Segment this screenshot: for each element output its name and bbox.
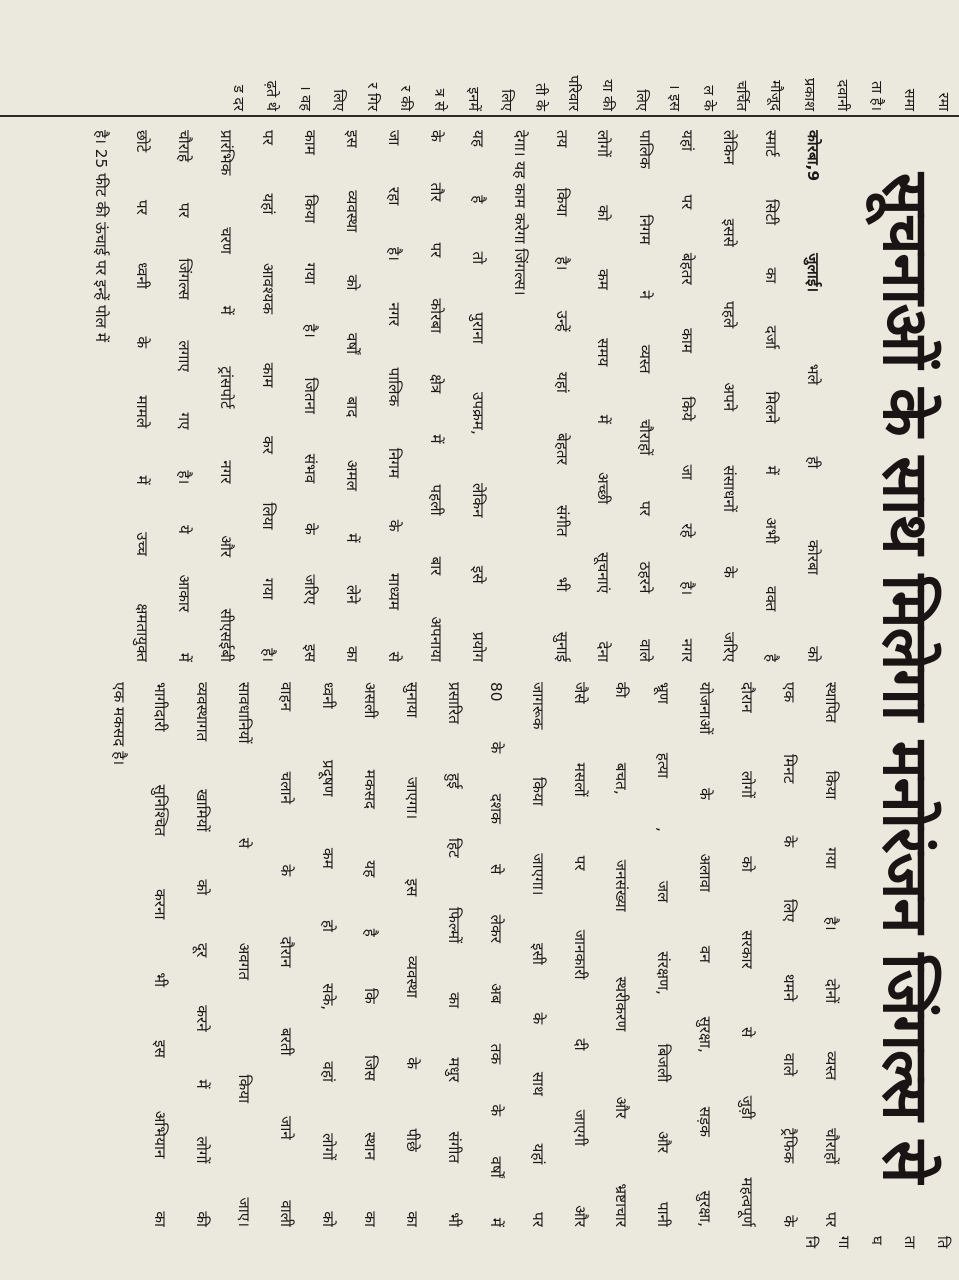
text-line: पर यहां आवश्यक काम कर लिया गया है।	[259, 130, 278, 662]
text-line: है। 25 फीट की ऊंचाई पर इन्हें पोल में	[91, 130, 110, 342]
text-line: देगा। यह काम करेगा जिंगल्स।	[510, 130, 529, 296]
text-line: स्मार्ट सिटी का दर्जा मिलने में अभी वक्त है	[762, 130, 781, 662]
strip-line: दवानी	[834, 79, 851, 111]
text-line: तय किया है। उन्हें यहां बेहतर संगीत भी सुनाई	[552, 130, 571, 662]
strip-line: रमा	[935, 92, 951, 111]
strip-line: ल के	[699, 85, 716, 111]
text-line: भागीदारी सुनिश्चित करना भी इस अभियान का	[151, 682, 170, 1227]
strip-line: समा	[901, 88, 918, 111]
text-line: छोटे पर ध्वनी के मामले में उच्च क्षमतायुक्त	[133, 130, 152, 662]
text-line: लेकिन इससे पहले अपने संसाधनों के जरिए	[720, 130, 739, 662]
text-line: काम किया गया है। जितना संभव के जरिए इस	[301, 130, 320, 662]
strip-line: । इस	[666, 83, 683, 111]
text-line: सावधानियों से अवगत किया जाए।	[235, 682, 254, 1227]
strip-line: ड दर	[229, 85, 246, 111]
strip-line: मौजूद	[767, 80, 784, 111]
text-line: योजनाओं के अलावा वन सुरक्षा, सड़क सुरक्षा,	[696, 682, 715, 1227]
strip-line: या की	[599, 79, 616, 111]
text-line: दौरान लोगों को सरकार से जुड़ी महत्वपूर्ण	[738, 682, 757, 1227]
strip-line: र गिर	[363, 82, 380, 111]
strip-line: ता है।	[867, 81, 884, 111]
text-line: सुनाया जाएगा। इस व्यवस्था के पीछे का	[402, 682, 421, 1227]
text-line: एक मकसद है।	[109, 682, 128, 766]
text-line: प्रसारित हुई हिट फिल्मों का मधुर संगीत भी	[444, 682, 463, 1227]
text-line: के तौर पर कोरबा क्षेत्र में पहली बार अपनाया	[426, 130, 445, 662]
article-column-1	[79, 130, 833, 662]
text-line: प्रारंभिक चरण में ट्रांसपोर्ट नगर और सीएसईबी	[217, 130, 236, 662]
text-line: कोरबा,9 जुलाई। भले ही कोरबा को	[804, 130, 822, 662]
text-line: जागरूक किया जाएगा। इसी के साथ यहां पर	[528, 682, 547, 1227]
text-line: यह है तो पुराना उपक्रम, लेकिन इसे प्रयोग	[468, 130, 487, 662]
headline: सूचनाओं के साथ मिलेगा मनोरंजन जिंगल्स से	[869, 172, 942, 1183]
text-line: जैसे मसलों पर जानकारी दी जाएगी और	[570, 682, 589, 1227]
strip-line: इनमें	[464, 87, 481, 111]
text-line: भ्रूण हत्या , जल संरक्षण, बिजली और पानी	[654, 682, 673, 1227]
strip-line: गा	[835, 1236, 853, 1249]
text-line: असली मकसद यह है कि जिस स्थान का	[361, 682, 380, 1227]
text-line: चौराहे पर जिंगल्स लगाए गए है। ये आकार में	[175, 130, 194, 662]
strip-line: प्रकाश	[800, 77, 817, 111]
strip-line: ता	[901, 1236, 919, 1249]
text-line: लोगों को कम समय में अच्छी सूचनाएं देना	[594, 130, 613, 662]
text-line: पालिक निगम ने व्यस्त चौराहों पर ठहरने वाले	[636, 130, 655, 662]
text-line: इस व्यवस्था को वर्षों बाद अमल में लेने का	[343, 130, 362, 662]
strip-line: त्र से	[431, 88, 448, 111]
strip-line: लिए	[632, 89, 649, 111]
text-line: जा रहा है। नगर पालिक निगम के माध्यम से	[384, 130, 403, 662]
strip-line: ढ़ते थे	[263, 80, 280, 111]
strip-line: लिए	[330, 89, 347, 111]
strip-line: ती के	[531, 83, 548, 111]
strip-line: घ	[868, 1236, 886, 1245]
text-line: की बचत, जनसंख्या स्थरीकरण और भ्रष्टाचार	[612, 682, 631, 1227]
strip-line: । वह	[296, 85, 313, 111]
strip-line: चर्चित	[733, 80, 750, 111]
text-line: वाहन चलाने के दौरान बरती जाने वाली	[277, 682, 296, 1227]
adjacent-article-left	[0, 0, 959, 117]
text-line: यहां पर बेहतर काम किये जा रहे है। नगर	[678, 130, 697, 662]
text-line: ध्वनी प्रदूषण कम हो सके, वहां लोगों को	[319, 682, 338, 1227]
strip-line: लिए	[498, 89, 515, 111]
text-line: 80 के दशक से लेकर अब तक के वर्षों में	[486, 682, 505, 1227]
text-line: स्थापित किया गया है। दोनों व्यस्त चौराहों पर	[822, 682, 840, 1227]
strip-line: र की	[397, 85, 414, 111]
text-line: व्यवस्थागत खामियों को दूर करने में लोगों की	[193, 682, 212, 1227]
strip-line: परिवार	[565, 75, 582, 111]
adjacent-article-right	[0, 1232, 959, 1280]
text-line: एक मिनट के लिए थमने वाले ट्रैफिक के	[780, 682, 799, 1227]
strip-line: ति	[934, 1236, 952, 1249]
article-column-2	[97, 682, 851, 1227]
strip-line: नि	[802, 1236, 820, 1249]
